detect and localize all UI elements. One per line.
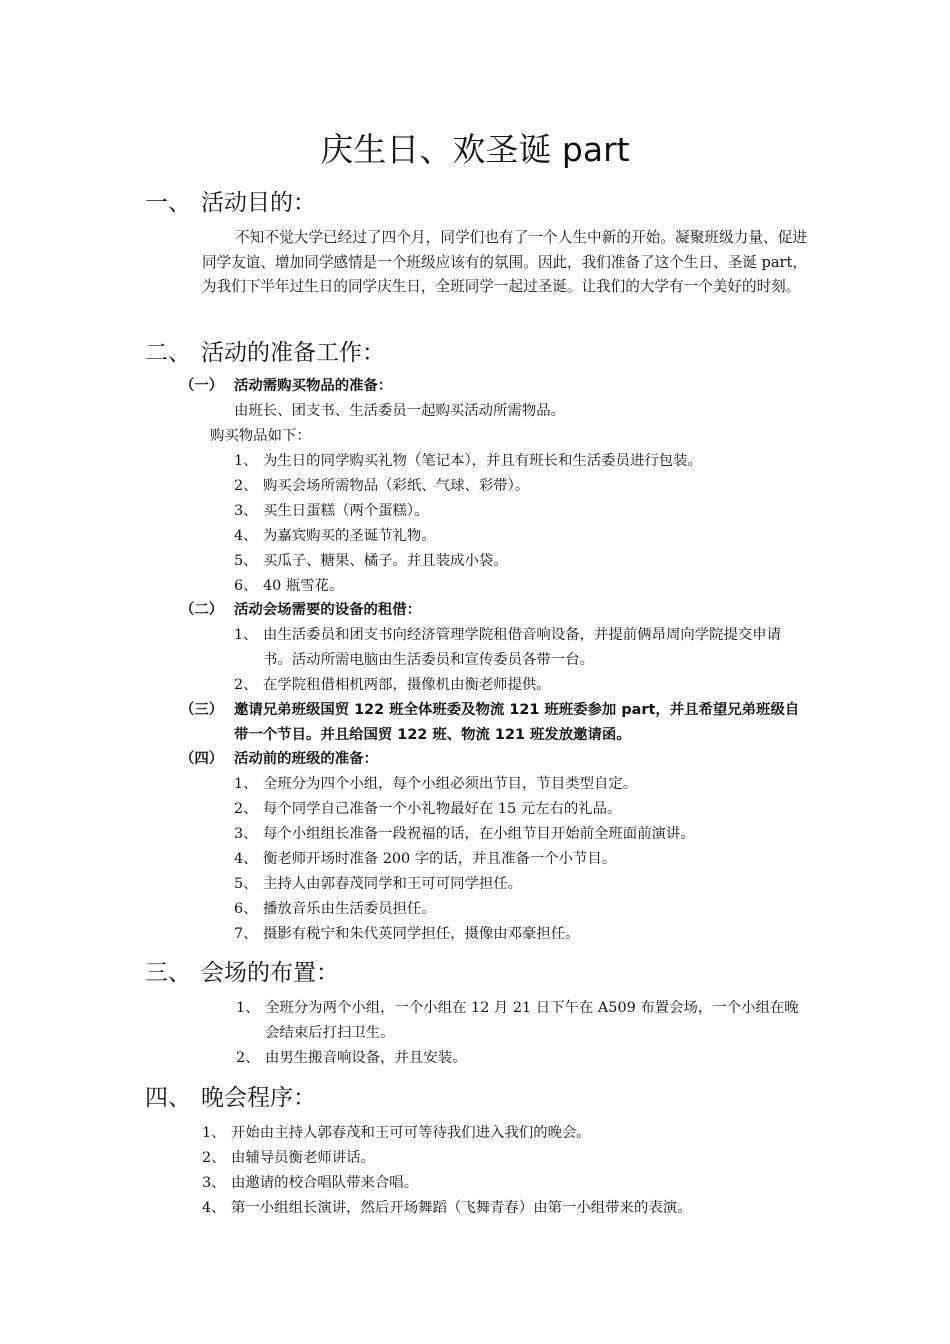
list-item: 2、 购买会场所需物品（彩纸、气球、彩带）。 bbox=[234, 478, 530, 494]
subsection-number: （四） bbox=[180, 751, 224, 767]
subsection-title: 活动需购买物品的准备： bbox=[234, 378, 393, 394]
list-item: 5、 主持人由郭春茂同学和王可可同学担任。 bbox=[234, 876, 523, 892]
list-item: 3、 每个小组组长准备一段祝福的话，在小组节目开始前全班面前演讲。 bbox=[234, 826, 695, 842]
subsection-title: 活动会场需要的设备的租借： bbox=[234, 602, 422, 618]
purpose-paragraph: 不知不觉大学已经过了四个月，同学们也有了一个人生中新的开始。凝聚班级力量、促进同学友谊、增加同学感情是一个班级应该有的氛围。因此，我们准备了这个生日、圣诞 part，为我们下半年过生日的同学庆生日，全班同学一起过圣诞。让我们的大学有一个美好的时刻。 bbox=[202, 229, 807, 295]
section-title: 晚会程序： bbox=[201, 1085, 316, 1111]
purchase-line-2: 购买物品如下： bbox=[210, 428, 311, 444]
section-title: 活动目的： bbox=[201, 190, 316, 216]
section-number: 一、 bbox=[145, 190, 191, 216]
section-title: 活动的准备工作： bbox=[201, 340, 385, 366]
list-item: 6、 40 瓶雪花。 bbox=[234, 578, 344, 594]
list-item: 6、 播放音乐由生活委员担任。 bbox=[234, 901, 436, 917]
section-heading-preparation bbox=[145, 337, 385, 369]
section-heading-purpose bbox=[145, 187, 316, 219]
purchase-line-1: 由班长、团支书、生活委员一起购买活动所需物品。 bbox=[234, 403, 565, 419]
section-heading-program bbox=[145, 1082, 316, 1114]
section-number: 三、 bbox=[145, 960, 191, 986]
list-item: 1、 全班分为四个小组，每个小组必须出节目，节目类型自定。 bbox=[234, 776, 638, 792]
list-item: 1、 全班分为两个小组，一个小组在 12 月 21 日下午在 A509 布置会场，一个小组在晚会结束后打扫卫生。 bbox=[236, 1000, 799, 1041]
list-item: 2、 由男生搬音响设备，并且安装。 bbox=[236, 1050, 467, 1066]
subsection-heading-class-prep bbox=[180, 747, 805, 772]
list-item: 2、 由辅导员衡老师讲话。 bbox=[202, 1150, 375, 1166]
list-item: 4、 第一小组组长演讲，然后开场舞蹈（飞舞青春）由第一小组带来的表演。 bbox=[202, 1200, 692, 1216]
list-item: 4、 衡老师开场时准备 200 字的话，并且准备一个小节目。 bbox=[234, 851, 617, 867]
subsection-number: （一） bbox=[180, 378, 224, 394]
list-item: 3、 由邀请的校合唱队带来合唱。 bbox=[202, 1175, 419, 1191]
document-title: 庆生日、欢圣诞 part bbox=[320, 130, 630, 169]
list-item: 2、 在学院租借相机两部，摄像机由衡老师提供。 bbox=[234, 677, 551, 693]
subsection-number: （二） bbox=[180, 602, 224, 618]
list-item: 1、 为生日的同学购买礼物（笔记本），并且有班长和生活委员进行包装。 bbox=[234, 453, 702, 469]
section-number: 二、 bbox=[145, 340, 191, 366]
section-title: 会场的布置： bbox=[201, 960, 339, 986]
section-number: 四、 bbox=[145, 1085, 191, 1111]
list-item: 4、 为嘉宾购买的圣诞节礼物。 bbox=[234, 528, 436, 544]
list-item: 5、 买瓜子、糖果、橘子。并且装成小袋。 bbox=[234, 553, 508, 569]
subsection-heading-purchase bbox=[180, 374, 805, 399]
subsection-invitation bbox=[180, 698, 805, 747]
list-item: 1、 由生活委员和团支书向经济管理学院租借音响设备，并提前俩昂周向学院提交申请书。活动所需电脑由生活委员和宣传委员各带一台。 bbox=[234, 627, 782, 668]
list-item: 1、 开始由主持人郭春茂和王可可等待我们进入我们的晚会。 bbox=[202, 1125, 591, 1141]
subsection-title: 邀请兄弟班级国贸 122 班全体班委及物流 121 班班委参加 part，并且希望兄弟班级自带一个节目。并且给国贸 122 班、物流 121 班发放邀请函。 bbox=[234, 702, 800, 743]
section-heading-venue bbox=[145, 957, 339, 989]
list-item: 3、 买生日蛋糕（两个蛋糕）。 bbox=[234, 503, 429, 519]
subsection-number: （三） bbox=[180, 702, 224, 718]
subsection-heading-equipment bbox=[180, 598, 805, 623]
list-item: 7、 摄影有税宁和朱代英同学担任，摄像由邓豪担任。 bbox=[234, 926, 580, 942]
subsection-title: 活动前的班级的准备： bbox=[234, 751, 378, 767]
list-item: 2、 每个同学自己准备一个小礼物最好在 15 元左右的礼品。 bbox=[234, 801, 622, 817]
